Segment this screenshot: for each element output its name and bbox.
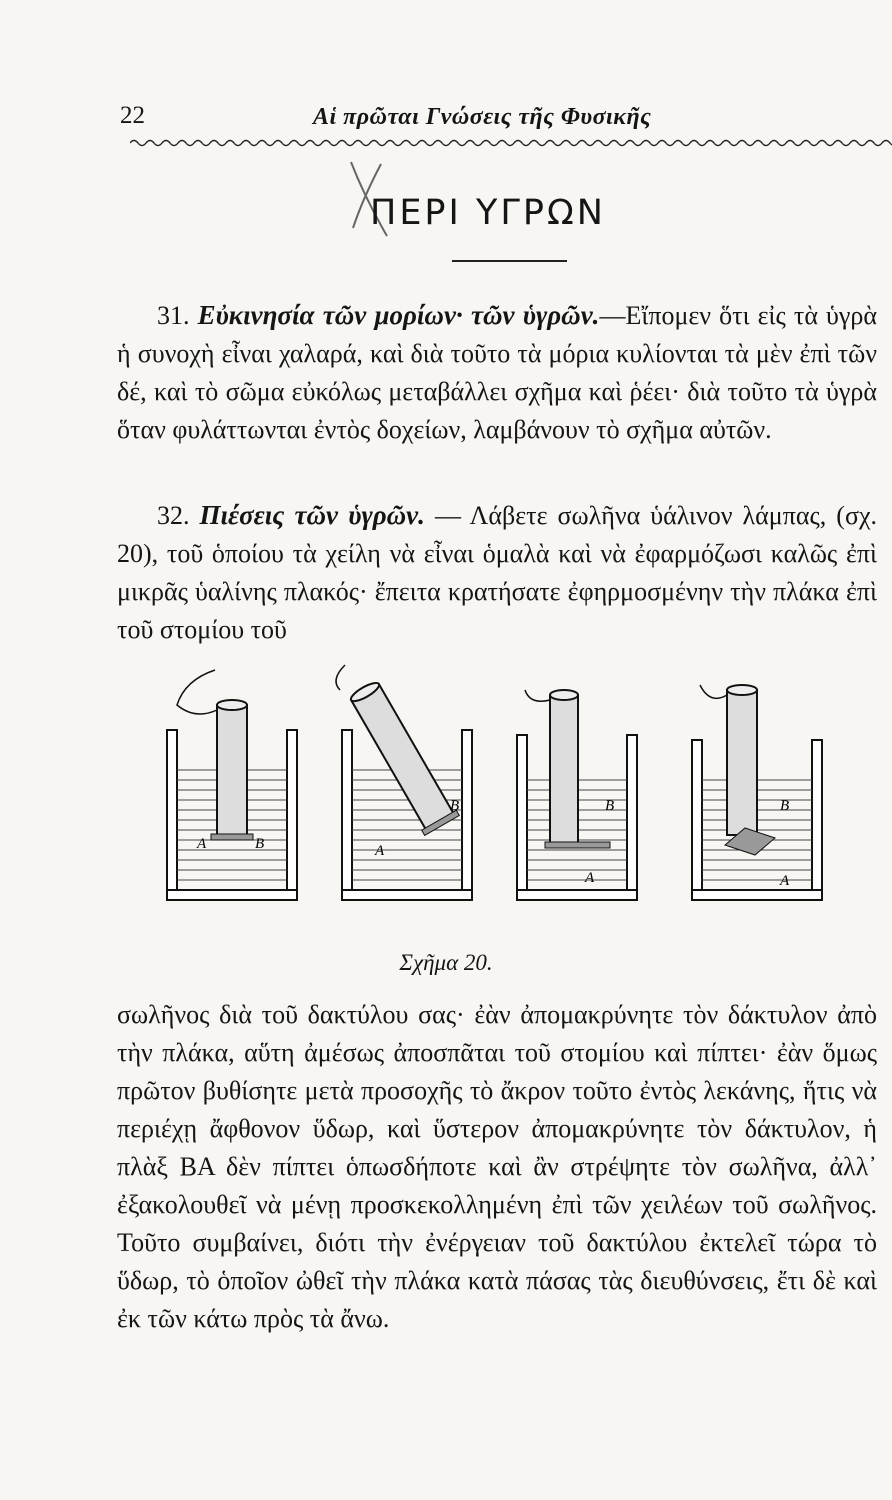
figure-panel-3: [517, 690, 637, 900]
section-title: ΠΕΡΙ ΥΓΡΩΝ: [370, 193, 606, 233]
label-A: A: [780, 873, 790, 889]
page-number: 22: [120, 102, 145, 129]
label-A: A: [197, 836, 207, 852]
page-header: [118, 96, 878, 136]
vessel-wall-left: [167, 730, 177, 900]
figure-caption: Σχῆμα 20.: [399, 950, 493, 975]
paragraph-text: σωλῆνος διὰ τοῦ δακτύλου σας· ἐὰν ἀπομακρύνητε τὸν δάκτυλον ἀπὸ τὴν πλάκα, αὕτη ἀμέσως ἀποσπᾶται τοῦ στομίου καὶ πίπτει· ἐὰν ὅμως πρῶτον βυθίσητε μετὰ προσοχῆς τὸ ἄκρον τοῦτο ἐντὸς λεκάνης, ἥτις νὰ περιέχῃ ἄφθονον ὕδωρ, καὶ ὕστερον ἀπομακρύνητε τὸν δάκτυλον, ἡ πλὰξ ΒΑ δὲν πίπτει ὁπωσδήποτε καὶ ἂν στρέψητε τὸν σωλῆνα, ἀλλ᾽ ἐξακολουθεῖ νὰ μένῃ προσκεκολλημένη ἐπὶ τῶν χειλέων τοῦ σωλῆνος. Τοῦτο συμβαίνει, διότι τὴν ἐνέργειαν τοῦ δακτύλου ἐκτελεῖ τώρα τὸ ὕδωρ, τὸ ὁποῖον ὠθεῖ τὴν πλάκα κατὰ πάσας τὰς διευθύνσεις, ἔτι δὲ καὶ ἐκ τῶν κάτω πρὸς τὰ ἄνω.: [117, 1000, 877, 1333]
figure-20-illustration: [155, 660, 835, 930]
wavy-rule-divider: [130, 136, 892, 150]
vessel-base: [167, 890, 297, 900]
running-head: Αἱ πρῶται Γνώσεις τῆς Φυσικῆς: [313, 104, 652, 130]
glass-plate: [211, 834, 253, 840]
paragraph-31: [117, 296, 877, 449]
label-B: B: [780, 798, 790, 814]
label-A: A: [585, 870, 595, 886]
title-underline: [452, 260, 567, 262]
paragraph-continuation: [117, 996, 877, 1338]
figure-panel-4: [692, 685, 822, 900]
thread: [177, 670, 217, 714]
label-B: B: [605, 798, 615, 814]
figure-panel-2: [336, 665, 472, 900]
paragraph-number: 31.: [157, 301, 190, 330]
paragraph-text: — Λάβετε σωλῆνα ὑάλινον λάμπας, (σχ. 20), τοῦ ὁποίου τὰ χείλη νὰ εἶναι ὁμαλὰ καὶ νὰ ἐφαρμόζωσι καλῶς ἐπὶ μικρᾶς ὑαλίνης πλακός· ἔπειτα κρατήσατε ἐφηρμοσμένην τὴν πλάκα ἐπὶ τοῦ στομίου τοῦ: [117, 501, 877, 644]
paragraph-32: [117, 496, 877, 649]
paragraph-heading: Πιέσεις τῶν ὑγρῶν.: [199, 500, 425, 530]
glass-tube: [217, 705, 247, 835]
label-A: A: [375, 843, 385, 859]
paragraph-number: 32.: [157, 501, 190, 530]
paragraph-heading: Εὐκινησία τῶν μορίων· τῶν ὑγρῶν.: [197, 300, 600, 330]
paragraph-text: —Εἴπομεν ὅτι εἰς τὰ ὑγρὰ ἡ συνοχὴ εἶναι χαλαρά, καὶ διὰ τοῦτο τὰ μόρια κυλίονται τὰ μὲν ἐπὶ τῶν δέ, καὶ τὸ σῶμα εὐκόλως μεταβάλλει σχῆμα καὶ ῥέει· διὰ τοῦτο τὰ ὑγρὰ ὅταν φυλάττωνται ἐντὸς δοχείων, λαμβάνουν τὸ σχῆμα αὐτῶν.: [117, 301, 877, 444]
label-B: B: [450, 798, 460, 814]
figure-panel-1: [167, 670, 297, 900]
vessel-wall-right: [287, 730, 297, 900]
label-B: B: [255, 836, 265, 852]
